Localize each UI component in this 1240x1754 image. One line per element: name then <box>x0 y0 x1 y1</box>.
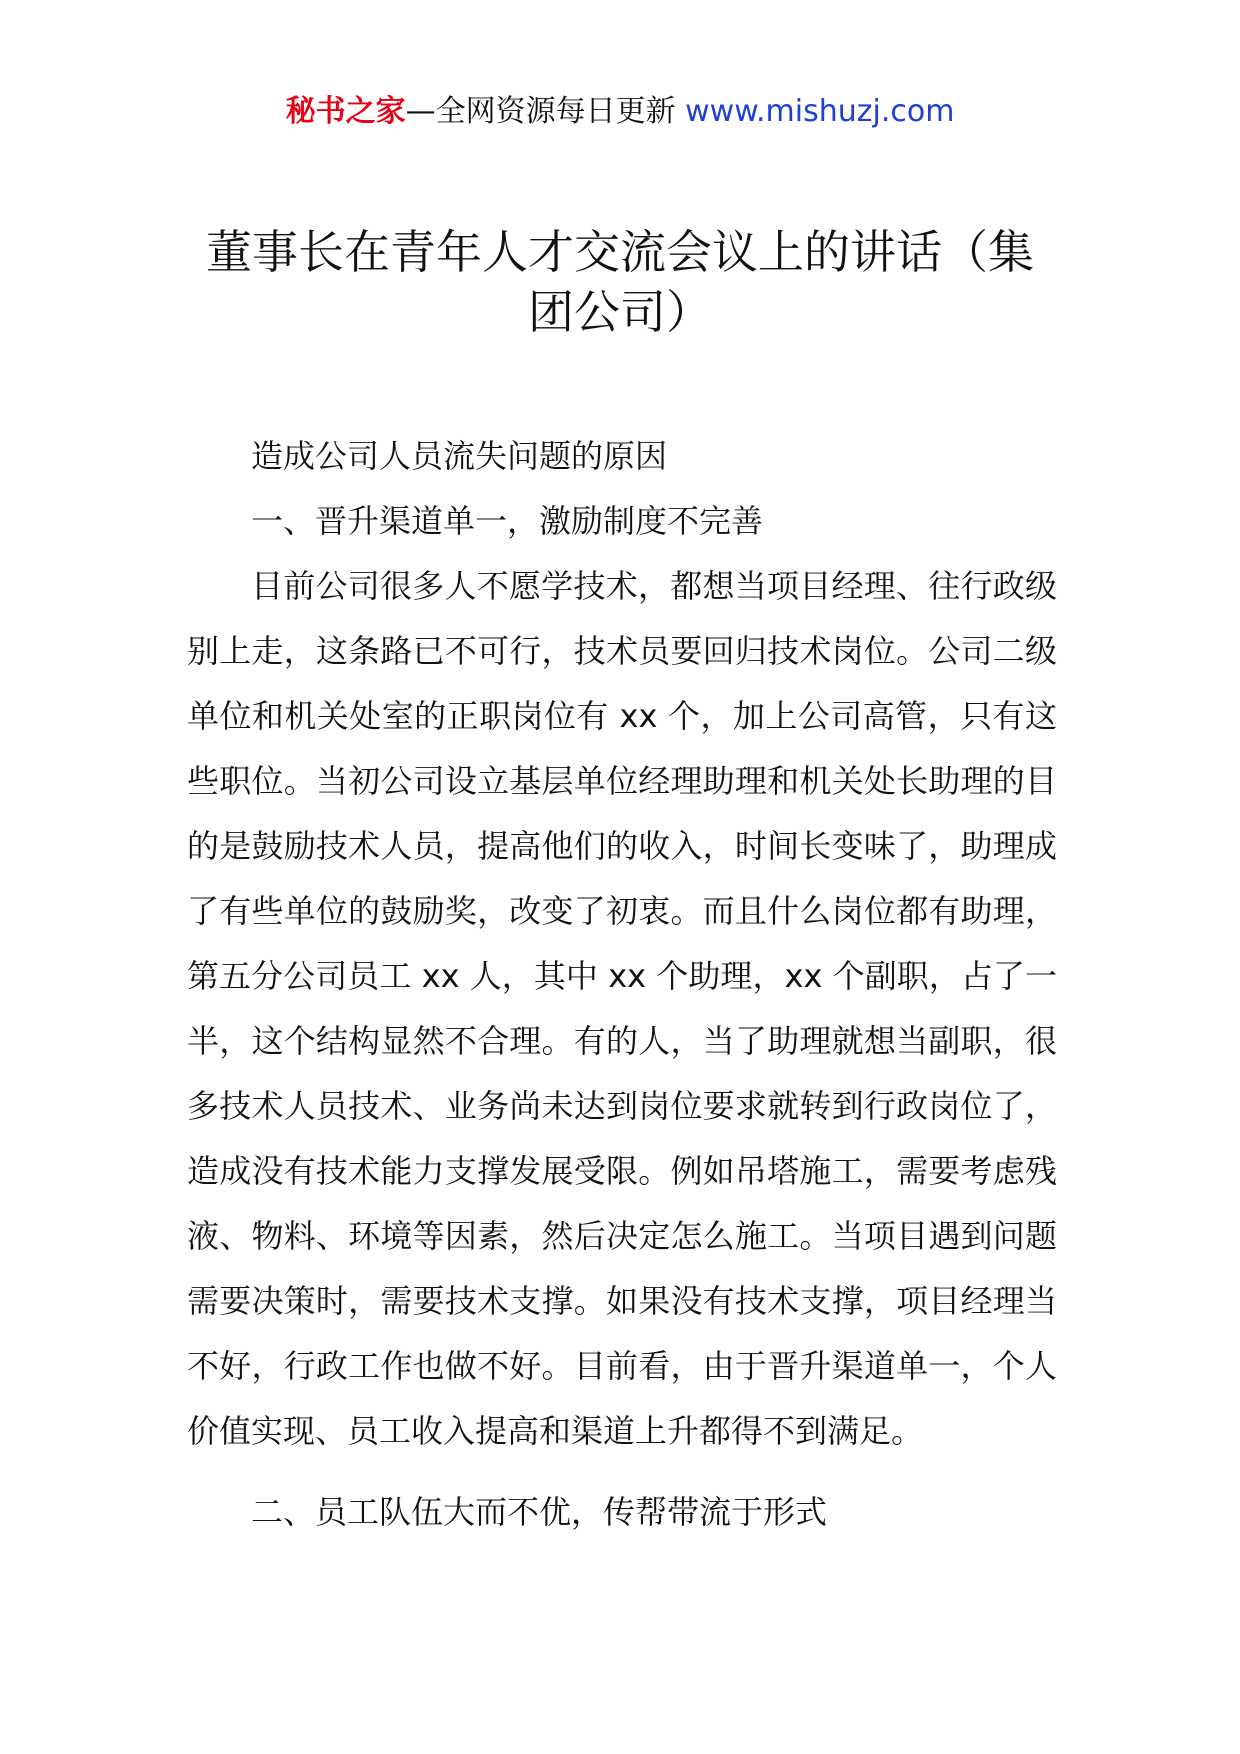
site-tagline: —全网资源每日更新 <box>405 94 686 129</box>
site-url-link[interactable]: www.mishuzj.com <box>685 94 955 129</box>
site-brand: 秘书之家 <box>285 94 406 129</box>
section-1-paragraph: 目前公司很多人不愿学技术，都想当项目经理、往行政级别上走，这条路已不可行，技术员要回归技术岗位。公司二级单位和机关处室的正职岗位有 xx 个，加上公司高管，只有这些职位。当初公司设立基层单位经理助理和机关处长助理的目的是鼓励技术人员，提高他们的收入，时间长变味了，助理成了有些单位的鼓励奖，改变了初衷。而且什么岗位都有助理，第五分公司员工 xx 人，其中 xx 个助理，xx 个副职，占了一半，这个结构显然不合理。有的人，当了助理就想当副职，很多技术人员技术、业务尚未达到岗位要求就转到行政岗位了，造成没有技术能力支撑发展受限。例如吊塔施工，需要考虑残液、物料、环境等因素，然后决定怎么施工。当项目遇到问题需要决策时，需要技术支撑。如果没有技术支撑，项目经理当不好，行政工作也做不好。目前看，由于晋升渠道单一，个人价值实现、员工收入提高和渠道上升都得不到满足。 <box>187 567 1057 1450</box>
section-2-heading: 二、员工队伍大而不优，传帮带流于形式 <box>251 1493 828 1531</box>
intro-line: 造成公司人员流失问题的原因 <box>251 437 668 475</box>
document-body <box>187 424 1057 1545</box>
section-1-heading: 一、晋升渠道单一，激励制度不完善 <box>251 502 764 540</box>
site-header <box>0 92 1240 132</box>
document-title: 董事长在青年人才交流会议上的讲话（集团公司） <box>206 225 1034 339</box>
